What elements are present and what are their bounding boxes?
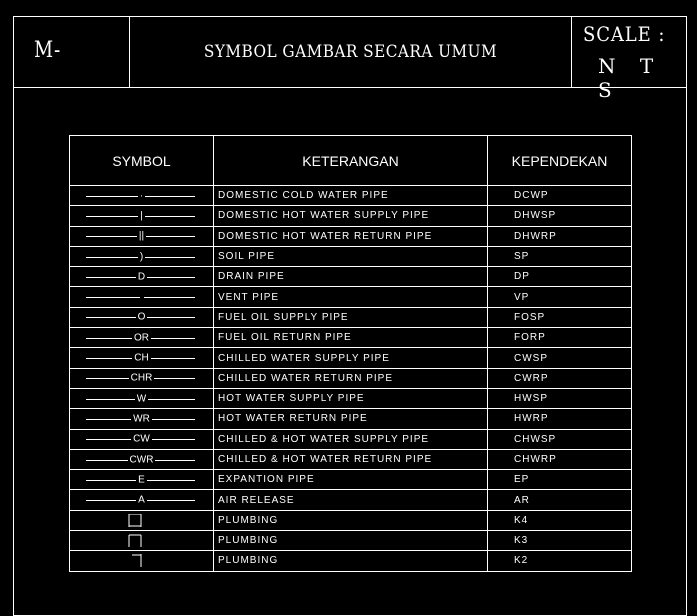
- description-cell: HOT WATER RETURN PIPE: [214, 409, 488, 429]
- symbol-label: |: [140, 210, 143, 222]
- symbol-label: O: [137, 311, 146, 323]
- description-cell: FUEL OIL RETURN PIPE: [214, 328, 488, 348]
- scale-value: N T S: [598, 54, 663, 102]
- scale-label: SCALE :: [583, 22, 666, 46]
- table-row: [70, 409, 632, 429]
- symbol-label: CW: [133, 433, 150, 445]
- symbol-cell: [70, 470, 214, 490]
- table-row: [70, 186, 632, 206]
- symbol-label: A: [138, 494, 145, 506]
- table-row: [70, 449, 632, 469]
- table-row: [70, 551, 632, 571]
- abbreviation-cell: DP: [488, 267, 632, 287]
- table-row: [70, 510, 632, 530]
- symbol-cell: [70, 348, 214, 368]
- symbol-cell: [70, 307, 214, 327]
- plumbing-fixture-icon: [128, 534, 142, 547]
- description-cell: EXPANTION PIPE: [214, 470, 488, 490]
- header-divider-left: [129, 16, 130, 87]
- symbol-cell: [70, 267, 214, 287]
- symbol-cell: [70, 449, 214, 469]
- table-row: [70, 206, 632, 226]
- table-row: [70, 368, 632, 388]
- column-header-symbol: SYMBOL: [70, 136, 214, 186]
- abbreviation-cell: FOSP: [488, 307, 632, 327]
- abbreviation-cell: CHWRP: [488, 449, 632, 469]
- symbol-label: WR: [133, 413, 150, 425]
- symbol-cell: [70, 226, 214, 246]
- abbreviation-cell: HWSP: [488, 388, 632, 408]
- symbol-label: [140, 292, 144, 303]
- description-cell: CHILLED & HOT WATER RETURN PIPE: [214, 449, 488, 469]
- table-row: [70, 287, 632, 307]
- abbreviation-cell: K4: [488, 510, 632, 530]
- description-cell: CHILLED & HOT WATER SUPPLY PIPE: [214, 429, 488, 449]
- description-cell: CHILLED WATER SUPPLY PIPE: [214, 348, 488, 368]
- symbol-label: CH: [134, 352, 149, 364]
- description-cell: DOMESTIC HOT WATER RETURN PIPE: [214, 226, 488, 246]
- drawing-code: M-: [34, 38, 62, 63]
- table-row: [70, 328, 632, 348]
- table-row: [70, 348, 632, 368]
- symbol-cell: [70, 388, 214, 408]
- description-cell: PLUMBING: [214, 510, 488, 530]
- abbreviation-cell: VP: [488, 287, 632, 307]
- symbol-cell: [70, 429, 214, 449]
- table-row: [70, 246, 632, 266]
- symbol-cell: [70, 328, 214, 348]
- symbol-label: E: [138, 474, 145, 486]
- abbreviation-cell: DHWRP: [488, 226, 632, 246]
- description-cell: DOMESTIC HOT WATER SUPPLY PIPE: [214, 206, 488, 226]
- symbol-label: ||: [138, 230, 145, 242]
- table-row: [70, 307, 632, 327]
- symbol-label: CHR: [130, 372, 153, 384]
- symbol-cell: [70, 409, 214, 429]
- symbol-cell: [70, 246, 214, 266]
- table-row: [70, 388, 632, 408]
- column-header-description: KETERANGAN: [214, 136, 488, 186]
- description-cell: HOT WATER SUPPLY PIPE: [214, 388, 488, 408]
- table-row: [70, 490, 632, 510]
- description-cell: SOIL PIPE: [214, 246, 488, 266]
- symbol-cell: [70, 531, 214, 551]
- description-cell: DOMESTIC COLD WATER PIPE: [214, 186, 488, 206]
- table-row: [70, 226, 632, 246]
- description-cell: AIR RELEASE: [214, 490, 488, 510]
- abbreviation-cell: EP: [488, 470, 632, 490]
- abbreviation-cell: DHWSP: [488, 206, 632, 226]
- symbol-cell: [70, 186, 214, 206]
- abbreviation-cell: K3: [488, 531, 632, 551]
- plumbing-fixture-icon: [128, 514, 142, 527]
- symbol-cell: [70, 490, 214, 510]
- symbol-label: ): [139, 251, 144, 263]
- abbreviation-cell: FORP: [488, 328, 632, 348]
- description-cell: PLUMBING: [214, 531, 488, 551]
- plumbing-fixture-icon: [128, 554, 142, 567]
- abbreviation-cell: CWRP: [488, 368, 632, 388]
- symbol-label: OR: [134, 332, 149, 344]
- symbol-label: ·: [139, 190, 144, 202]
- abbreviation-cell: CHWSP: [488, 429, 632, 449]
- description-cell: CHILLED WATER RETURN PIPE: [214, 368, 488, 388]
- symbol-cell: [70, 206, 214, 226]
- symbol-label: CWR: [129, 454, 154, 465]
- symbol-label: W: [136, 393, 147, 405]
- description-cell: FUEL OIL SUPPLY PIPE: [214, 307, 488, 327]
- abbreviation-cell: HWRP: [488, 409, 632, 429]
- symbol-cell: [70, 287, 214, 307]
- abbreviation-cell: SP: [488, 246, 632, 266]
- table-row: [70, 267, 632, 287]
- abbreviation-cell: AR: [488, 490, 632, 510]
- symbol-table: [69, 135, 632, 572]
- abbreviation-cell: K2: [488, 551, 632, 571]
- header-divider: [13, 87, 687, 88]
- column-header-abbreviation: KEPENDEKAN: [488, 136, 632, 186]
- table-row: [70, 531, 632, 551]
- abbreviation-cell: CWSP: [488, 348, 632, 368]
- symbol-cell: [70, 368, 214, 388]
- description-cell: DRAIN PIPE: [214, 267, 488, 287]
- description-cell: VENT PIPE: [214, 287, 488, 307]
- table-header-row: [70, 136, 632, 186]
- symbol-cell: [70, 551, 214, 571]
- description-cell: PLUMBING: [214, 551, 488, 571]
- abbreviation-cell: DCWP: [488, 186, 632, 206]
- header-divider-right: [571, 16, 572, 87]
- table-row: [70, 429, 632, 449]
- table-row: [70, 470, 632, 490]
- drawing-title: SYMBOL GAMBAR SECARA UMUM: [203, 42, 498, 62]
- symbol-label: D: [137, 271, 146, 283]
- symbol-cell: [70, 510, 214, 530]
